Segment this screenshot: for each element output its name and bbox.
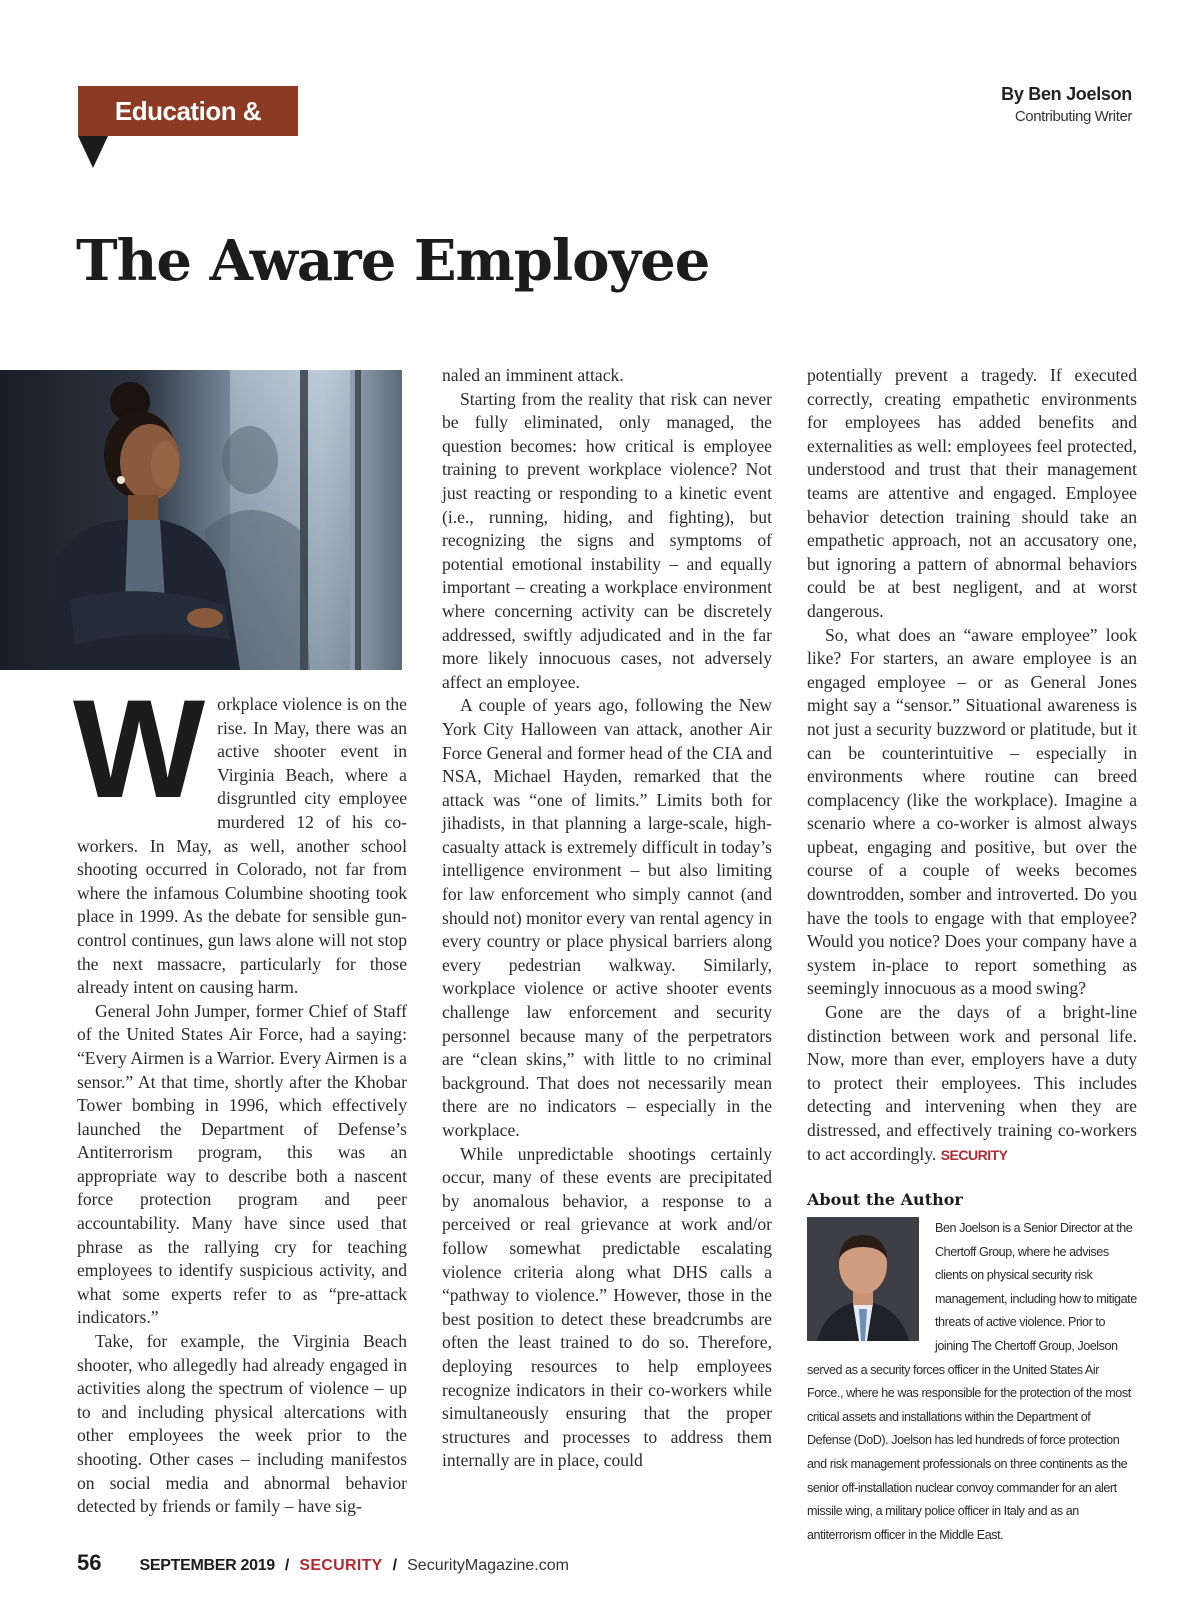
paragraph: Starting from the reality that risk can never be fully eliminated, only managed, the question becomes: how critical is employee training to prevent workplace violence? Not just reacting or responding to a kinetic event (i.e., running, hiding, and fighting), but recognizing the signs and symptoms of potential emotional instability – and equally important – creating a workplace environment where concerning activity can be discretely addressed, swiftly adjudicated and in the far more likely innocuous cases, not adversely affect an employee.	[442, 388, 772, 692]
section-tag	[78, 86, 298, 176]
article-headline: The Aware Employee	[76, 228, 710, 294]
paragraph: A couple of years ago, following the New York City Halloween van attack, another Air Force General and former head of the CIA and NSA, Michael Hayden, remarked that the attack was “one of limits.” Limits both for jihadists, in that planning a large-scale, high-casualty attack is extremely difficult in today’s intelligence environment – but also limiting for law enforcement who simply cannot (and should not) monitor every van rental agency in every country or place physical barriers along every pedestrian walkway. Similarly, workplace violence or active shooter events challenge law enforcement and security personnel because many of the perpetrators are “clean skins,” with little to no criminal background. That does not necessarily mean there are no indicators – especially in the workplace.	[442, 695, 772, 1140]
paragraph: While unpredictable shootings certainly occur, many of these events are precipitated by anomalous behavior, a response to a perceived or real grievance at work and/or follow somewhat predictable escalating violence criteria along what DHS calls a “pathway to violence.” However, those in the best position to detect these breadcrumbs are often the least trained to do so. Therefore, deploying resources to help employees recognize indicators in their co-workers while simultaneously ensuring that the proper structures and processes to address them internally are in place, could	[442, 1143, 772, 1471]
paragraph: potentially prevent a tragedy. If executed correctly, creating empathetic environments for employees has added benefits and externalities as well: employees feel protected, understood and trust that their management teams are attentive and engaged. Employee behavior detection training should take an empathetic approach, not an accusatory one, but ignoring a pattern of abnormal behaviors could be at best negligent, and at worst dangerous.	[807, 365, 1137, 621]
section-tag-pointer	[78, 136, 108, 168]
article-column-2	[442, 364, 772, 1473]
paragraph: General John Jumper, former Chief of Staff of the United States Air Force, had a saying: “Every Airmen is a Warrior. Every Airmen is a sensor.” At that time, shortly after the Khobar Tower bombing in 1996, which effectively launched the Department of Defense’s Antiterrorism program, this was an appropriate way to describe both a nascent force protection program and peer accountability. Many have since used that phrase as the rallying cry for teaching employees to identify suspicious activity, and what some experts refer to as “pre-attack indicators.”	[77, 1000, 407, 1328]
main-photo-illustration	[0, 370, 402, 670]
section-tag-label: Education & Training	[114, 96, 262, 176]
main-photo	[0, 370, 402, 670]
issue-date: SEPTEMBER 2019	[139, 1557, 275, 1574]
byline-role: Contributing Writer	[1014, 108, 1132, 125]
end-mark: SECURITY	[940, 1146, 1008, 1163]
paragraph: orkplace violence is on the rise. In May, there was an active shooter event in Virginia Beach, where a disgruntled city employee murdered 12 of his co-workers. In May, as well, another school shooting occurred in Colorado, not far from where the infamous Columbine shooting took place in 1999. As the debate for sensible gun-control continues, gun laws alone will not stop the next massacre, particularly for those already intent on causing harm.	[77, 694, 407, 998]
footer-separator: /	[284, 1557, 290, 1574]
about-author-title: About the Author	[807, 1190, 963, 1209]
author-photo	[807, 1217, 919, 1341]
magazine-website: SecurityMagazine.com	[407, 1557, 569, 1574]
page-footer	[77, 1550, 569, 1576]
about-author	[807, 1190, 1137, 1547]
page-number: 56	[77, 1550, 102, 1575]
author-headshot-illustration	[807, 1217, 919, 1341]
paragraph-final-text: Gone are the days of a bright-line distinction between work and personal life. Now, more than ever, employers have a duty to protect their employees. This includes detecting and intervening when they are distressed, and effectively training co-workers to act accordingly.	[807, 1002, 1137, 1164]
drop-cap: W	[73, 670, 206, 827]
byline-author: By Ben Joelson	[1001, 84, 1132, 104]
article-column-1	[73, 670, 407, 1519]
paragraph: Take, for example, the Virginia Beach shooter, who allegedly had already engaged in activities along the spectrum of violence – up to and including physical altercations with other employees the week prior to the shooting. Other cases – including manifestos on social media and abnormal behavior detected by friends or family – have sig-	[77, 1331, 407, 1517]
paragraph-final	[807, 1001, 1137, 1167]
article-column-3	[807, 364, 1137, 1167]
paragraph: So, what does an “aware employee” look like? For starters, an aware employee is an engaged employee – or as General Jones might say a “sensor.” Situational awareness is not just a security buzzword or platitude, but it can be counterintuitive – especially in environments where routine can breed complacency (like the workplace). Imagine a scenario where a co-worker is almost always upbeat, engaging and positive, but over the course of a couple of weeks becomes downtrodden, somber and introverted. Do you have the tools to engage with that employee? Would you notice? Does your company have a system in-place to report something as seemingly innocuous as a mood swing?	[807, 624, 1137, 999]
about-author-text: Ben Joelson is a Senior Director at the Chertoff Group, where he advises clients on physical security risk management, including how to mitigate threats of active violence. Prior to joining The Chertoff Group, Joelson served as a security forces officer in the United States Air Force., where he was responsible for the protection of the most critical assets and installations within the Department of Defense (DoD). Joelson has led hundreds of force protection and risk management professionals on three continents as the senior off-installation nuclear convoy commander for an alert missile wing, a military police officer in Italy and as an antiterrorism officer in the Middle East.	[807, 1221, 1137, 1542]
byline	[1001, 84, 1132, 125]
footer-separator: /	[392, 1557, 398, 1574]
paragraph: naled an imminent attack.	[442, 365, 624, 385]
magazine-name: SECURITY	[299, 1557, 383, 1574]
